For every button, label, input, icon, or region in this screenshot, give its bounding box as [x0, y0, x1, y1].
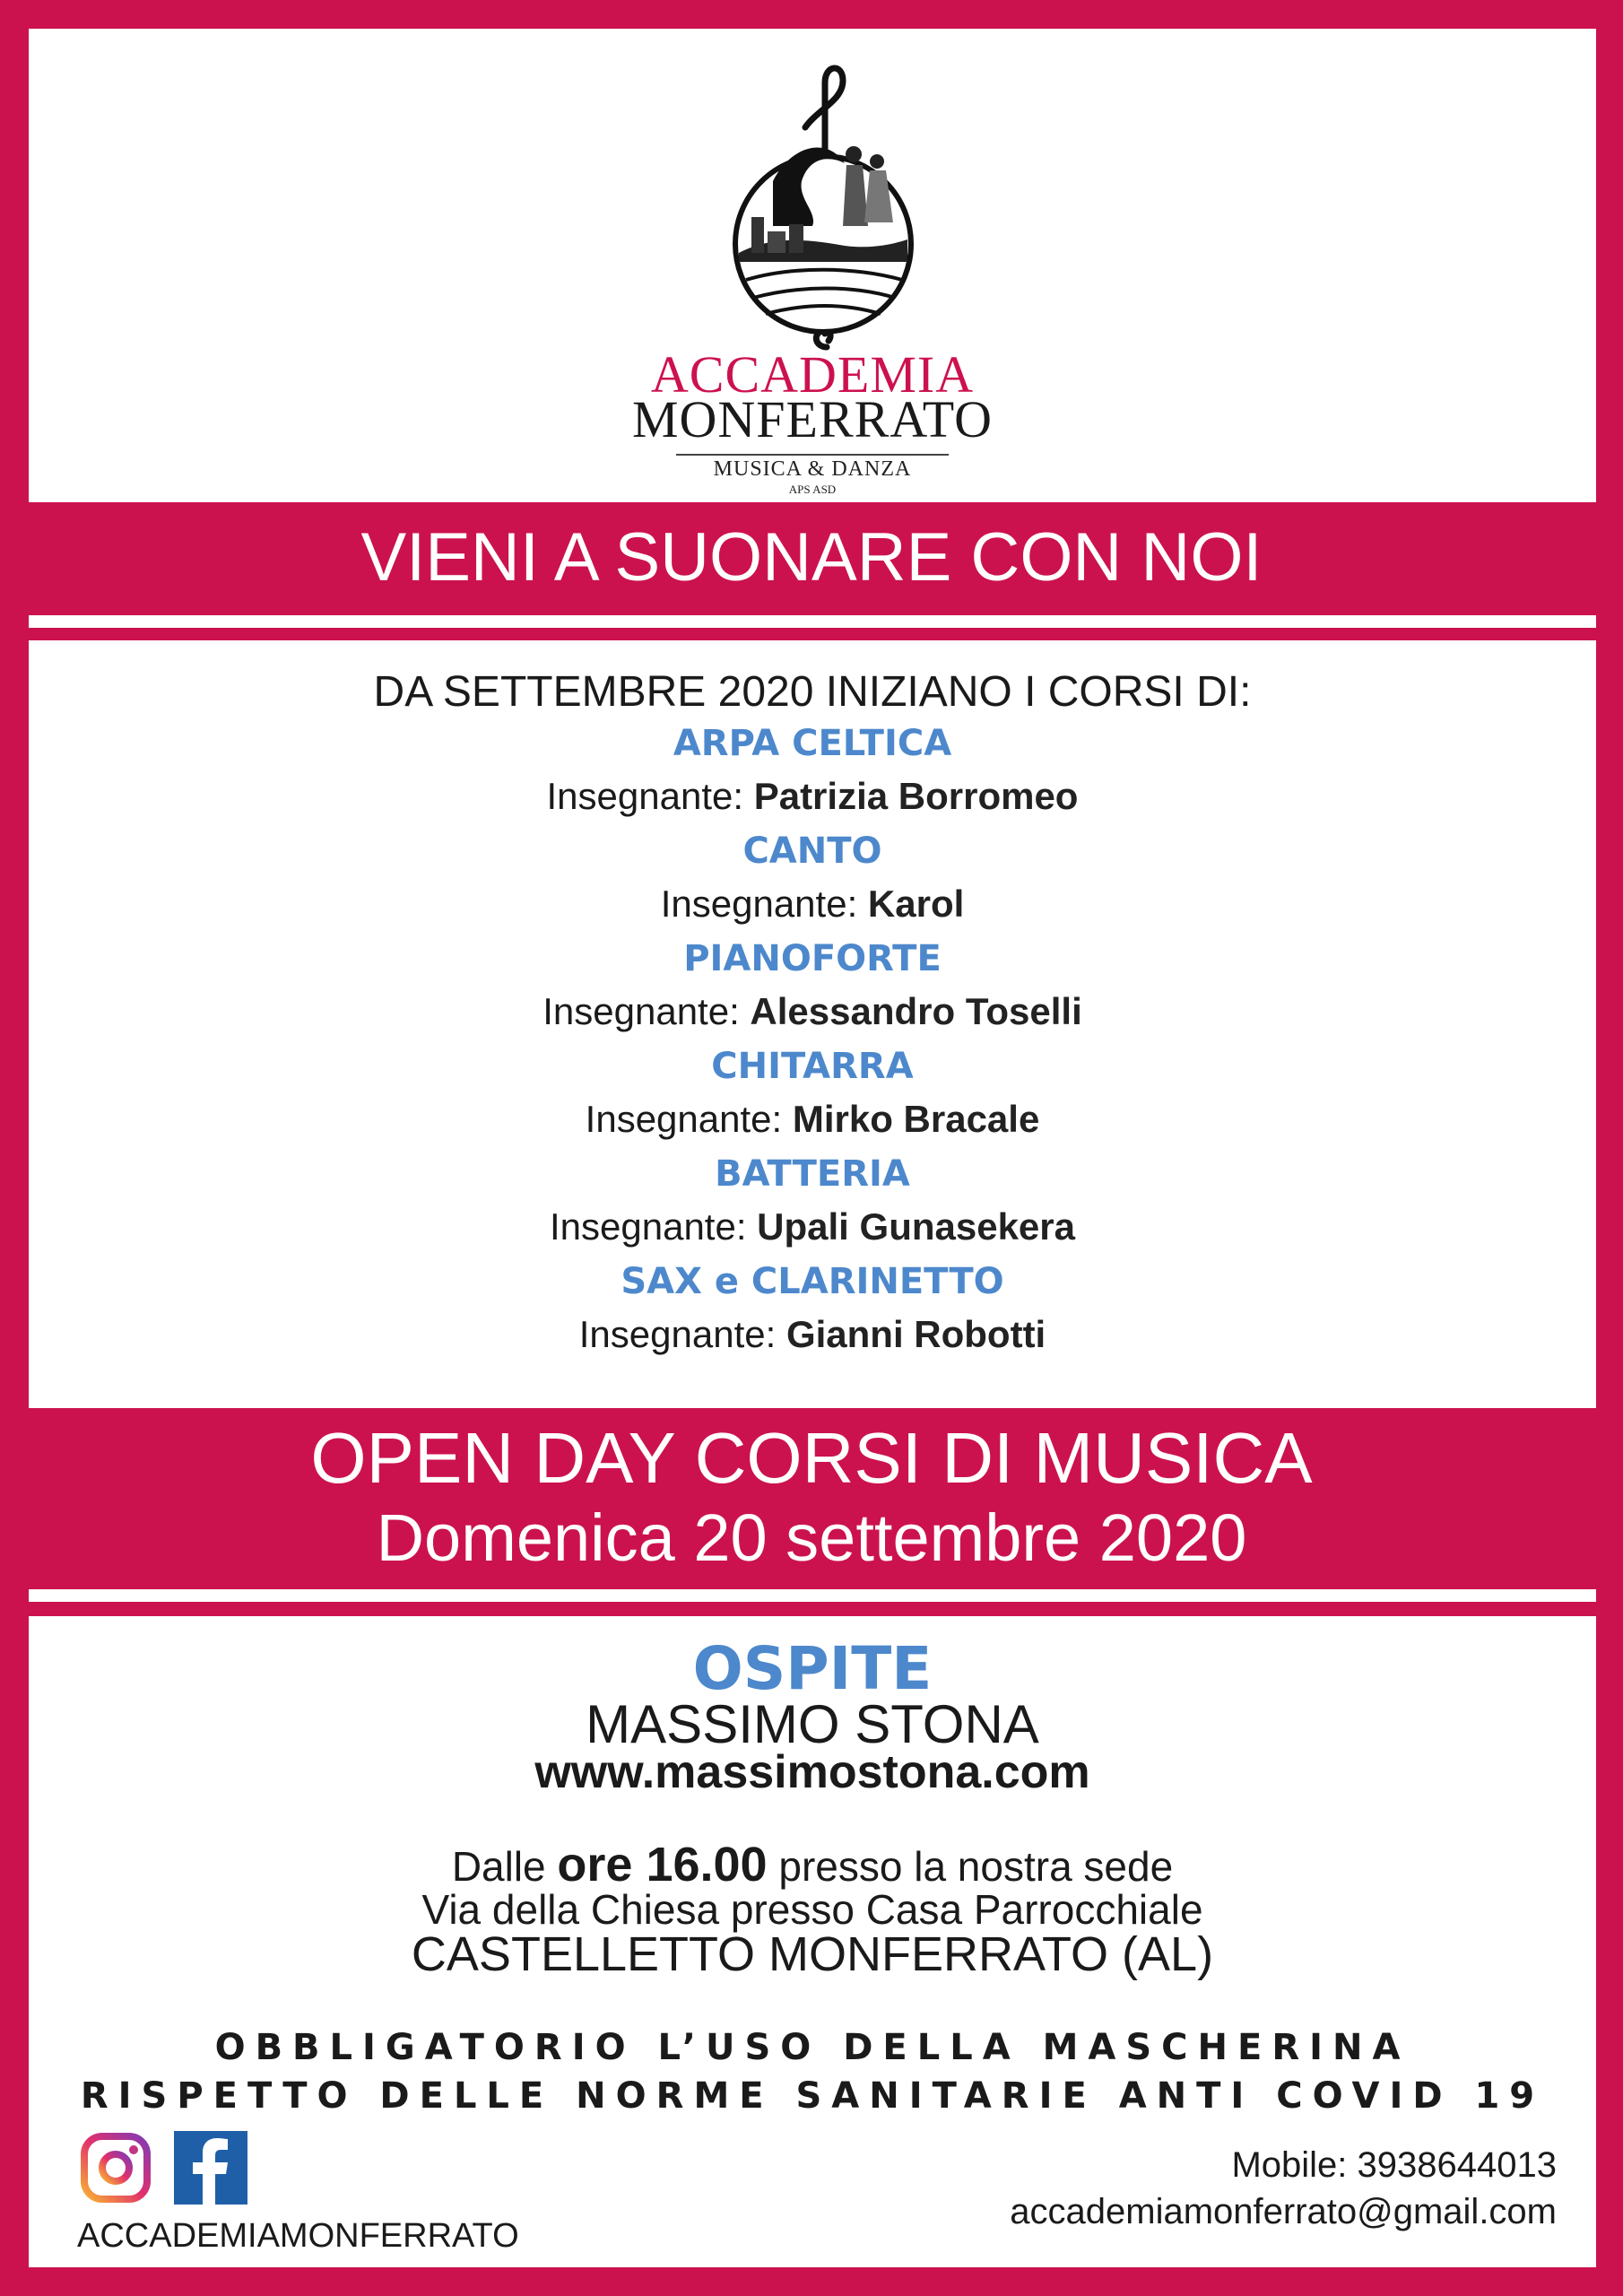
course-name: PIANOFORTE [683, 938, 942, 979]
course-teacher [29, 1098, 1596, 1141]
course-name: SAX e CLARINETTO [621, 1261, 1004, 1302]
divider-strip [29, 1589, 1596, 1602]
mask-notice: OBBLIGATORIO L’USO DELLA MASCHERINA [214, 2027, 1410, 2068]
logo-legal-form: APS ASD [788, 483, 837, 496]
teacher-prefix: Insegnante: [542, 990, 751, 1032]
teacher-prefix: Insegnante: [549, 1205, 758, 1248]
course-teacher [29, 883, 1596, 926]
event-time-prefix: Dalle [451, 1843, 558, 1890]
event-time-suffix: presso la nostra sede [767, 1843, 1174, 1890]
covid-notice: RISPETTO DELLE NORME SANITARIE ANTI COVID 19 [80, 2075, 1545, 2117]
course-name: CANTO [742, 831, 882, 872]
courses-panel [29, 640, 1596, 1408]
event-panel [29, 1616, 1596, 2267]
logo-divider [676, 454, 949, 456]
teacher-prefix: Insegnante: [660, 883, 868, 925]
mobile-number: Mobile: 3938644013 [1231, 2145, 1557, 2185]
course-name: BATTERIA [715, 1153, 910, 1195]
openday-date: Domenica 20 settembre 2020 [376, 1500, 1247, 1575]
course-teacher [29, 1313, 1596, 1356]
guest-name: MASSIMO STONA [586, 1694, 1039, 1754]
courses-intro: DA SETTEMBRE 2020 INIZIANO I CORSI DI: [373, 668, 1252, 716]
logo-wordmark-monferrato: MONFERRATO [631, 390, 994, 448]
facebook-icon[interactable] [174, 2131, 247, 2205]
event-city: CASTELLETTO MONFERRATO (AL) [411, 1927, 1214, 1981]
course-name: ARPA CELTICA [673, 723, 952, 764]
treble-clef-dancers-logo [719, 56, 925, 361]
teacher-name: Alessandro Toselli [750, 990, 1082, 1032]
course-teacher [29, 775, 1596, 818]
course-teacher [29, 990, 1596, 1033]
logo-tagline: MUSICA & DANZA [713, 457, 912, 481]
logo-wordmark-accademia: ACCADEMIA [650, 345, 975, 404]
guest-label: OSPITE [692, 1634, 933, 1703]
teacher-prefix: Insegnante: [585, 1098, 793, 1140]
social-handle: ACCADEMIAMONFERRATO [77, 2217, 519, 2255]
guest-website-link[interactable]: www.massimostona.com [534, 1746, 1090, 1798]
course-teacher [29, 1205, 1596, 1248]
divider-strip [29, 615, 1596, 628]
teacher-prefix: Insegnante: [578, 1313, 786, 1355]
teacher-name: Gianni Robotti [785, 1313, 1046, 1355]
teacher-name: Upali Gunasekera [757, 1205, 1075, 1248]
event-time [29, 1837, 1596, 1892]
event-address: Via della Chiesa presso Casa Parrocchiale [421, 1886, 1203, 1933]
instagram-icon[interactable] [79, 2131, 152, 2205]
teacher-name: Karol [867, 883, 965, 925]
teacher-name: Mirko Bracale [792, 1098, 1040, 1140]
logo-panel [29, 29, 1596, 502]
openday-title: OPEN DAY CORSI DI MUSICA [310, 1418, 1313, 1498]
teacher-prefix: Insegnante: [546, 775, 754, 817]
teacher-name: Patrizia Borromeo [753, 775, 1079, 817]
event-time-value: ore 16.00 [557, 1838, 768, 1892]
headline: VIENI A SUONARE CON NOI [360, 519, 1263, 596]
course-name: CHITARRA [711, 1046, 914, 1087]
email-address[interactable]: accademiamonferrato@gmail.com [1010, 2192, 1557, 2231]
